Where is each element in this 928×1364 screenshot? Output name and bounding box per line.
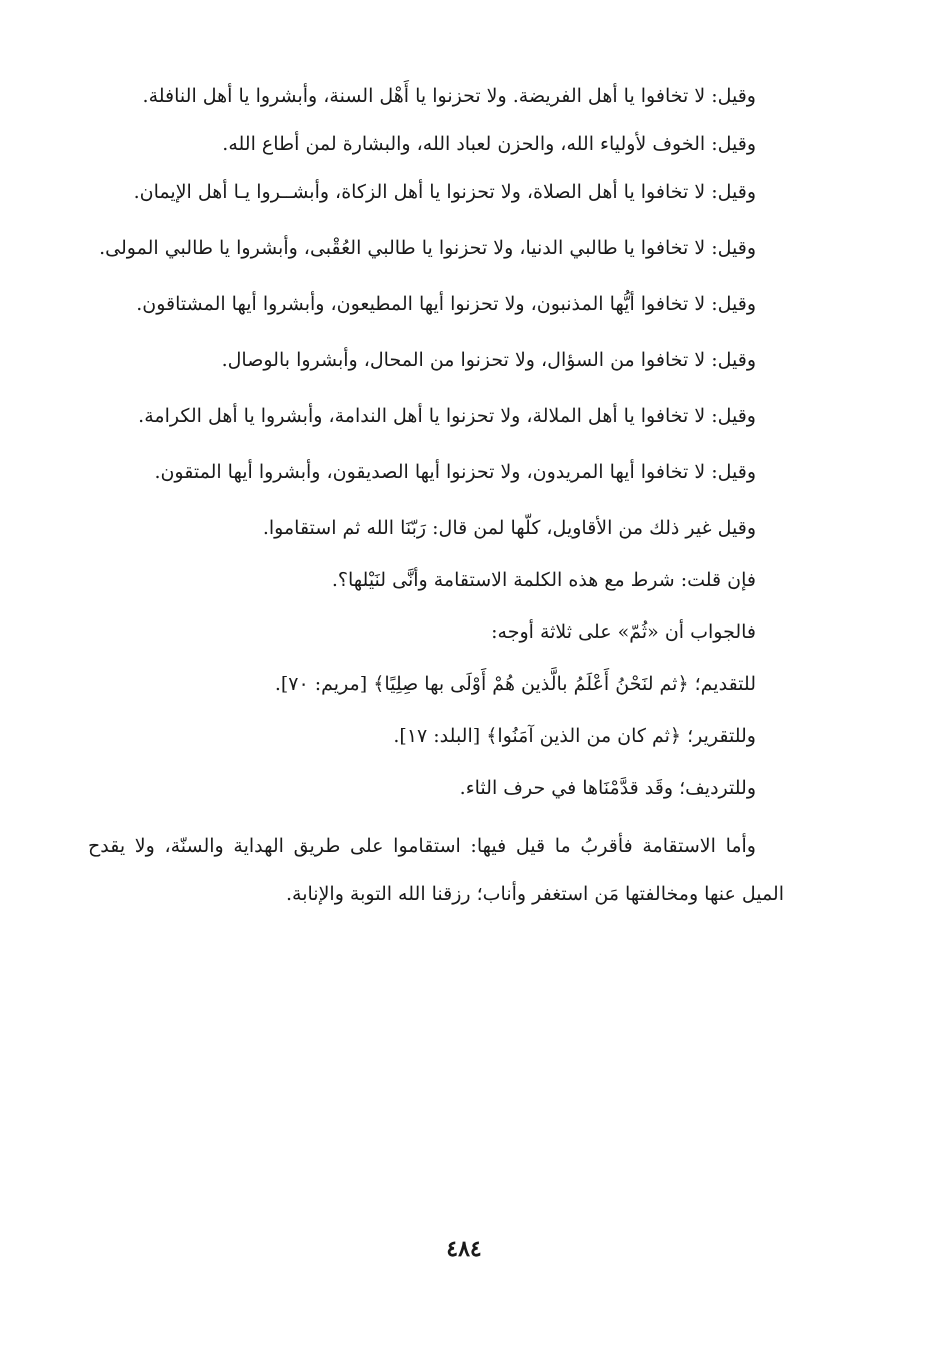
subline-1: وقيل غير ذلك من الأقاويل، كلّها لمن قال: رَبّنَا الله ثم استقاموا. [262,517,756,539]
page-body [88,72,784,918]
subline-2: فإن قلت: شرط مع هذه الكلمة الاستقامة وأنَّى لنَيْلها؟. [331,569,756,591]
paragraph-6: وقيل: لا تخافوا من السؤال، ولا تحزنوا من المحال، وأبشروا بالوصال. [221,349,756,371]
paragraph-1: وقيل: لا تخافوا يا أهل الفريضة. ولا تحزنوا يا أَهْل السنة، وأبشروا يا أهل النافلة. [142,85,756,107]
page-number: ٤٨٤ [446,1236,482,1262]
subline-4: للتقديم؛ ﴿ثم لنَحْنُ أَعْلَمُ بالَّذين هُمْ أَوْلَى بها صِلِيًا﴾ [مريم: ٧٠]. [274,673,756,695]
subline-3: فالجواب أن «ثُمّ» على ثلاثة أوجه: [491,621,756,643]
paragraph-2: وقيل: الخوف لأولياء الله، والحزن لعباد الله، والبشارة لمن أطاع الله. [222,133,756,155]
subline-6: وللترديف؛ وقَد قدَّمْنَاها في حرف الثاء. [459,777,756,799]
paragraph-4: وقيل: لا تخافوا يا طالبي الدنيا، ولا تحزنوا يا طالبي العُقْبى، وأبشروا يا طالبي المولى. [99,237,756,259]
closing-paragraph: وأما الاستقامة فأقربُ ما قيل فيها: استقاموا على طريق الهداية والسنّة، ولا يقدح الميل عنها ومخالفتها مَن استغفر وأناب؛ رزقنا الله التوبة والإنابة. [88,835,784,905]
subline-5: وللتقرير؛ ﴿ثم كان من الذين آمَنُوا﴾ [البلد: ١٧]. [393,725,756,747]
paragraph-8: وقيل: لا تخافوا أيها المريدون، ولا تحزنوا أيها الصديقون، وأبشروا أيها المتقون. [154,461,756,483]
paragraph-3: وقيل: لا تخافوا يا أهل الصلاة، ولا تحزنوا يا أهل الزكاة، وأبشــروا يـا أهل الإيمان. [133,181,756,203]
paragraph-5: وقيل: لا تخافوا أيُّها المذنبون، ولا تحزنوا أيها المطيعون، وأبشروا أيها المشتاقون. [136,293,756,315]
paragraph-7: وقيل: لا تخافوا يا أهل الملالة، ولا تحزنوا يا أهل الندامة، وأبشروا يا أهل الكرامة. [138,405,756,427]
indented-section [88,502,784,814]
